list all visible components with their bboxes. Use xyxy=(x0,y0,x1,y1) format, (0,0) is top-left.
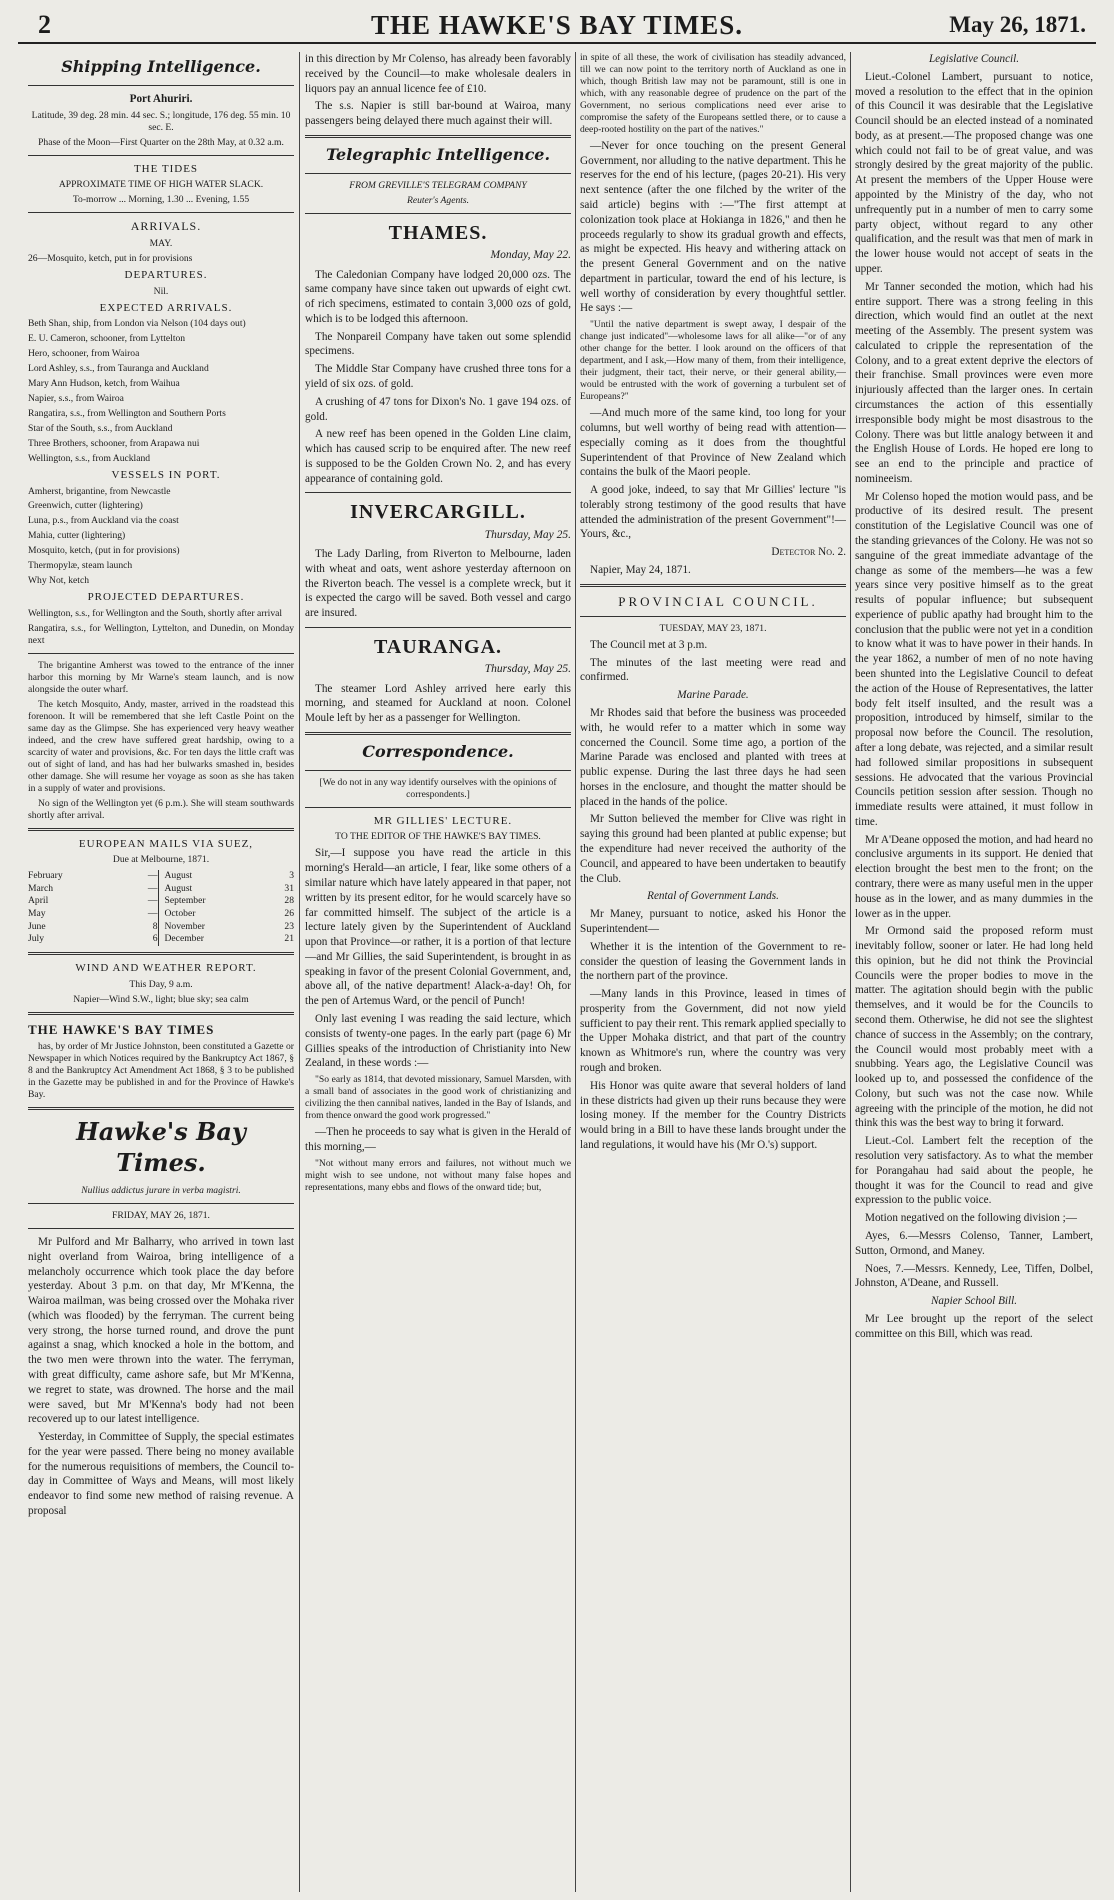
thames-heading: THAMES. xyxy=(388,221,488,244)
paragraph: A crushing of 47 tons for Dixon's No. 1 gave 194 ozs. of gold. xyxy=(305,395,571,423)
paragraph: —Many lands in this Province, leased in times of prosperity from the Government, did not now yield sufficient to pay their rent. This remark applied specially to the Upper Mohaka district, and that part of the country known as Whitmore's run, where the country was very rough and broken. xyxy=(580,988,846,1074)
weather-line: Napier—Wind S.W., light; blue sky; sea calm xyxy=(73,993,249,1005)
paragraph: No sign of the Wellington yet (6 p.m.). She will steam southwards shortly after arrival. xyxy=(28,797,294,821)
quotation: "Not without many errors and failures, not without much we might wish to see undone, not without many false hopes and representations, many ebbs and flows of the onward tide; but, xyxy=(305,1157,571,1193)
paragraph: The Caledonian Company have lodged 20,000 ozs. The same company have since taken out upwards of eight cwt. of rich specimens, estimated to contain 3,000 ozs of gold, which is to be lodged this afternoon. xyxy=(305,268,571,325)
paragraph: The s.s. Napier is still bar-bound at Wairoa, many passengers being delayed there much against their will. xyxy=(305,100,571,128)
mail-row: May — xyxy=(28,908,158,920)
column-4 xyxy=(855,52,1093,1892)
column-2 xyxy=(305,52,571,1892)
quotation: "Until the native department is swept away, I despair of the change just indicated"—wholesome laws for all alike—"or of any other change for the better. I look around on the officers of that department, and I ask,—How many of them, from their intelligence, their judgment, their tact, their nerve, or their general ability,—would be entrusted with the work of governing a turbulent set of Europeans?" xyxy=(580,319,846,403)
departures-nil: Nil. xyxy=(153,285,169,297)
issue-date: May 26, 1871. xyxy=(949,12,1086,37)
paragraph: The ketch Mosquito, Andy, master, arrived in the roadstead this forenoon. It will be remembered that she left Castle Point on the same day as the Glimpse. She has experienced very heavy weather indeed, and the crew have suffered great hardship, owing to a scarcity of water and provisions, &c. For ten days the little craft was out of sight of land, and has had her bulwarks smashed in, besides other damage. She will resume her voyage as soon as she has taken in a supply of water and provisions. xyxy=(28,698,294,794)
from-line: FROM GREVILLE'S TELEGRAM COMPANY xyxy=(349,180,527,192)
letter-heading: MR GILLIES' LECTURE. xyxy=(373,814,513,827)
rental-heading: Rental of Government Lands. xyxy=(647,890,779,903)
paragraph: A new reef has been opened in the Golden Line claim, which has caused scrip to be enquired after. The new reef is supposed to be the Golden Crown No. 2, and has every appearance of containing gold. xyxy=(305,428,571,485)
paragraph: Mr Lee brought up the report of the select committee on this Bill, which was read. xyxy=(855,1312,1093,1340)
paragraph: —Never for once touching on the present General Government, nor alluding to the native department. This he reserves for the end of his lecture, (pages 20-21). His very next sentence (after the one filched by the writer of the said article) begins with :—"The first attempt at colonization took place at Hokianga in 1826," and then he proceeds regularly to show its gradual growth and effects, as might be expected. His heavy and withering attack on the present General Government and on the native department in particular, toward the end of his lecture, is well worthy of consideration by every thoughtful settler. He says :— xyxy=(580,139,846,315)
mail-row: December 21 xyxy=(164,933,294,945)
sign-place: Napier, May 24, 1871. xyxy=(590,563,691,576)
paragraph: in this direction by Mr Colenso, has already been favorably received by the Council—to make wholesale dealers in liquors pay an annual licence fee of £10. xyxy=(305,53,571,95)
arrivals-heading: ARRIVALS. xyxy=(130,219,202,234)
mail-row: November 23 xyxy=(164,920,294,932)
arrivals-month: MAY. xyxy=(149,238,173,250)
mail-row: April — xyxy=(28,895,158,907)
legislative-heading: Legislative Council. xyxy=(928,53,1020,65)
quotation: "So early as 1814, that devoted missionary, Samuel Marsden, with a small band of associates in the good work of christianizing and civilizing the then cannibal natives, landed in the Bay of Islands, and from thence onward the good work progressed." xyxy=(305,1074,571,1122)
column-3 xyxy=(580,52,846,1892)
letter-to: TO THE EDITOR OF THE HAWKE'S BAY TIMES. xyxy=(335,831,541,843)
expected-item: Lord Ashley, s.s., from Tauranga and Auckland xyxy=(28,363,209,375)
invercargill-heading: INVERCARGILL. xyxy=(350,501,526,524)
column-1 xyxy=(28,52,294,1892)
paragraph: Sir,—I suppose you have read the article in this morning's Herald—an article, I fear, like some others of a similar nature which have lately appeared in that paper, not written by its present editor, for he would scarcely have so far committed himself. The subject of the article is a lecture lately given by the Superintendent of Auckland upon that Province—or rather, it is a portion of that lecture—and Mr Gillies, the said Superintendent, is brought in as speaking in favor of the present Colonial Government, and, above all, of the native department! Alack-a-day! Oh, for the pen of Artemus Ward, or the pencil of Punch! xyxy=(305,847,571,1008)
council-heading: PROVINCIAL COUNCIL. xyxy=(618,593,818,609)
paragraph: —Then he proceeds to say what is given in the Herald of this morning,— xyxy=(305,1126,571,1153)
vessels-heading: VESSELS IN PORT. xyxy=(111,468,221,481)
projected-item: Wellington, s.s., for Wellington and the South, shortly after arrival xyxy=(28,607,283,619)
departures-heading: DEPARTURES. xyxy=(124,269,208,282)
mail-row: June 8 xyxy=(28,920,158,932)
page-number: 2 xyxy=(38,10,51,39)
paragraph: The steamer Lord Ashley arrived here early this morning, and steamed for Auckland at noon. Colonel Moule left by her as a passenger for Wellington. xyxy=(305,682,571,725)
vessel-item: Amherst, brigantine, from Newcastle xyxy=(28,485,171,497)
paragraph: Whether it is the intention of the Government to re-consider the question of leasing the Government lands in the northern part of the province. xyxy=(580,940,846,983)
disclaimer: [We do not in any way identify ourselves with the opinions of correspondents.] xyxy=(319,776,557,800)
expected-item: Wellington, s.s., from Auckland xyxy=(28,453,151,464)
council-date: TUESDAY, MAY 23, 1871. xyxy=(659,622,767,634)
paragraph: His Honor was quite aware that several holders of land in these districts had given up their runs because they were losing money. If the member for the Country Districts would bring in a Bill to have these lands brought under the land regulations, it would have his (Mr O.'s) support. xyxy=(580,1079,846,1151)
weather-sub: This Day, 9 a.m. xyxy=(129,978,193,990)
expected-item: Napier, s.s., from Wairoa xyxy=(28,393,124,405)
vessel-item: Mahia, cutter (lightering) xyxy=(28,530,126,542)
vessel-item: Why Not, ketch xyxy=(28,575,90,587)
expected-heading: EXPECTED ARRIVALS. xyxy=(99,301,233,314)
paragraph: The Lady Darling, from Riverton to Melbourne, laden with wheat and oats, went ashore yesterday afternoon on the Riverton beach. The vessel is a complete wreck, but it is expected the cargo will be saved. Both vessel and cargo are insured. xyxy=(305,548,571,620)
paragraph: Yesterday, in Committee of Supply, the special estimates for the year were passed. There being no money available for the numerous requisitions of members, the Council to-day in Committee of Ways and Means, will most likely endeavor to find some new method of raising revenue. A proposal xyxy=(28,1431,294,1518)
vessel-item: Thermopylæ, steam launch xyxy=(28,560,133,572)
paragraph: Mr Maney, pursuant to notice, asked his Honor the Superintendent— xyxy=(580,908,846,935)
thames-date: Monday, May 22. xyxy=(490,249,571,262)
moon-phase: Phase of the Moon—First Quarter on the 28th May, at 0.32 a.m. xyxy=(38,136,284,148)
projected-item: Rangatira, s.s., for Wellington, Lyttelton, and Dunedin, on Monday next xyxy=(28,622,294,646)
vessel-item: Luna, p.s., from Auckland via the coast xyxy=(28,515,179,527)
paper-title: THE HAWKE'S BAY TIMES. xyxy=(370,10,744,40)
paragraph: Ayes, 6.—Messrs Colenso, Tanner, Lambert, Sutton, Ormond, and Maney. xyxy=(855,1229,1093,1257)
mail-row: July 6 xyxy=(28,933,158,945)
tides-heading: THE TIDES xyxy=(133,162,199,175)
expected-item: E. U. Cameron, schooner, from Lyttelton xyxy=(28,333,186,345)
arrival-item: 26—Mosquito, ketch, put in for provisions xyxy=(28,253,193,265)
paragraph: Motion negatived on the following division ;— xyxy=(865,1212,1077,1225)
paragraph: Noes, 7.—Messrs. Kennedy, Lee, Tiffen, Dolbel, Johnston, A'Deane, and Russell. xyxy=(855,1262,1093,1290)
agents-line: Reuter's Agents. xyxy=(406,195,470,206)
paragraph: Mr Ormond said the proposed reform must inevitably follow, sooner or later. He had long held this opinion, but he did not think the Provincial Councils were the proper bodies to move in the matter. The agitation should begin with the public themselves, and it would be for the Councils to second them. Otherwise, he did not see the slightest chance of success in the Assembly; on the contrary, the Council would most probably meet with a snubbing. Years ago, the Legislative Council was looked up to, and possessed the confidence of the Colony, but such was not the case now. While agreeing with the principle of the motion, he did not think this was the best way to bring it forward. xyxy=(855,925,1093,1130)
letter-signature: Detector No. 2. xyxy=(771,546,846,559)
paragraph: Mr Sutton believed the member for Clive was right in saying this ground had been planted at public expense; but the expenditure had never received the authority of the Council, and appeared to have been undertaken to beautify the Club. xyxy=(580,813,846,885)
weather-heading: WIND AND WEATHER REPORT. xyxy=(75,962,257,975)
vessel-item: Greenwich, cutter (lightering) xyxy=(28,500,143,512)
notice-title: THE HAWKE'S BAY TIMES xyxy=(28,1021,215,1037)
mail-row: February — xyxy=(28,870,158,882)
expected-item: Hero, schooner, from Wairoa xyxy=(28,348,140,360)
telegraphic-title: Telegraphic Intelligence. xyxy=(325,144,551,164)
paragraph: The Middle Star Company have crushed three tons for a yield of six ozs. of gold. xyxy=(305,363,571,391)
paragraph: Mr Tanner seconded the motion, which had his entire support. There was a strong feeling in this direction, which would find an outlet at the next meeting of the Assembly. The present system was calculated to cripple the representation of the Colony, and to a great extent deprive the electors of their franchise. Small provinces were even more injuriously affected than the larger ones. In certain circumstances the action of this essentially irresponsible body might be most disastrous to the Colony. There was but little analogy between it and the English House of Lords. He hoped ere long to see an end to the principle and practice of nomineeism. xyxy=(855,280,1093,485)
paragraph: The minutes of the last meeting were read and confirmed. xyxy=(580,656,846,684)
column-rule xyxy=(299,52,300,1892)
tauranga-date: Thursday, May 25. xyxy=(484,663,571,676)
masthead xyxy=(18,6,1096,44)
paragraph: Lieut.-Colonel Lambert, pursuant to notice, moved a resolution to the effect that in the opinion of this Council it was desirable that the Legislative Council should be an elected instead of a nominated body, as at present.—The proposed change was one which could not fail to be of great value, and was strongly desired by the great majority of the public. At present the members of the Upper House were appointed by the Ministry of the day, who not unfrequently put in a number of men to carry some party object, without regard to any other qualification, and the result was that men of mark in the lower house would not accept of seats in the upper. xyxy=(855,70,1093,275)
column-rule xyxy=(850,52,851,1892)
correspondence-title: Correspondence. xyxy=(362,741,514,761)
tides-sub: APPROXIMATE TIME OF HIGH WATER SLACK. xyxy=(58,179,264,191)
tauranga-heading: TAURANGA. xyxy=(373,635,503,658)
paragraph: Mr Colenso hoped the motion would pass, and be productive of its desired result. The present constitution of the Legislative Council was one of the standing grievances of the Colony. He was not so sanguine of the great immediate advantage of the change as some of the members—he was a few years since very positive himself as to the great results of popular influence; but subsequent experience of public apathy had brought him to the conclusion that the public were not yet in a condition to know what it was to have power in their hands. In the year 1862, a number of men of no note having been shunted into the Legislative Council to defeat the action of the House of Representatives, the latter body felt itself insulted, and the result was a proposition, introduced by himself, similar to the proposal now before the Council. The resolution, after a long debate, was rejected, and a similar result had followed similar propositions in subsequent sessions. He advocated that the various Provincial Councils petition session after session. Though no immediate results were attained, it must follow in time. xyxy=(855,490,1093,828)
paragraph: The Council met at 3 p.m. xyxy=(590,638,708,651)
port-name: Port Ahuriri. xyxy=(129,93,193,106)
projected-heading: PROJECTED DEPARTURES. xyxy=(87,591,245,604)
mail-row: October 26 xyxy=(164,908,294,920)
paragraph: Only last evening I was reading the said lecture, which consists of twenty-one pages. In the early part (page 6) Mr Gillies speaks of the introduction of Christianity into New Zealand, in these words :— xyxy=(305,1013,571,1070)
paragraph: A good joke, indeed, to say that Mr Gillies' lecture "is tolerably strong testimony of the good results that have attended the administration of the present Government"!—Yours, &c., xyxy=(580,484,846,541)
expected-item: Mary Ann Hudson, ketch, from Waihua xyxy=(28,378,180,390)
expected-item: Beth Shan, ship, from London via Nelson (104 days out) xyxy=(28,318,246,330)
mails-heading: EUROPEAN MAILS VIA SUEZ, xyxy=(78,837,254,850)
mail-row: March — xyxy=(28,882,158,894)
edition-date: FRIDAY, MAY 26, 1871. xyxy=(112,1209,210,1221)
expected-item: Rangatira, s.s., from Wellington and Southern Ports xyxy=(28,408,226,420)
tides-line: To-morrow ... Morning, 1.30 ... Evening, 1.55 xyxy=(72,194,250,206)
paragraph: Mr A'Deane opposed the motion, and had heard no conclusive arguments in its support. He denied that election brought the best men to the front; on the contrary, there were as many useful men in the upper house as in the lower, and as many dummies in the lower as in the upper. xyxy=(855,833,1093,920)
notice-text: has, by order of Mr Justice Johnston, been constituted a Gazette or Newspaper in which Notices required by the Bankruptcy Act 1867, § 8 and the Bankruptcy Act Amendment Act 1868, § 3 to be published in the Gazette may be published in and for the Province of Hawke's Bay. xyxy=(28,1040,294,1100)
quotation: in spite of all these, the work of civilisation has steadily advanced, till we can now point to the territory north of Auckland as one in which, though British law may not be paramount, still is one in which, with any reasonable degree of prudence on the part of the Government, no serious complications need ever arise to compromise the safety of the Europeans settled there, or to cause a deep-rooted hostility on the part of the natives." xyxy=(580,52,846,135)
expected-item: Star of the South, s.s., from Auckland xyxy=(28,423,173,435)
latitude: Latitude, 39 deg. 28 min. 44 sec. S.; longitude, 176 deg. 55 min. 10 sec. E. xyxy=(31,109,291,133)
mail-row: September 28 xyxy=(164,895,294,907)
invercargill-date: Thursday, May 25. xyxy=(484,528,571,541)
paragraph: —And much more of the same kind, too long for your columns, but well worthy of being read with attention—especially coming as it does from the thoughtful Superintendent of that Province of New Zealand which contains the bulk of the Maori people. xyxy=(580,407,846,479)
motto: Nullius addictus jurare in verba magistri. xyxy=(81,1185,241,1196)
shipping-title: Shipping Intelligence. xyxy=(61,57,261,76)
mails-sub: Due at Melbourne, 1871. xyxy=(112,854,210,866)
mail-row: August 31 xyxy=(164,882,294,894)
mail-row: August 3 xyxy=(164,870,294,882)
paragraph: The Nonpareil Company have taken out some splendid specimens. xyxy=(305,330,571,358)
vessel-item: Mosquito, ketch, (put in for provisions) xyxy=(28,545,180,557)
mails-table xyxy=(28,870,294,946)
blackletter-title: Hawke's Bay Times. xyxy=(76,1116,246,1178)
marine-heading: Marine Parade. xyxy=(677,689,749,702)
paragraph: Lieut.-Col. Lambert felt the reception of the resolution very satisfactory. As to what the member for Porangahau had said about the people, he thought it was for the Council to read and give expression to the public voice. xyxy=(855,1135,1093,1207)
expected-item: Three Brothers, schooner, from Arapawa nui xyxy=(28,438,200,450)
paragraph: The brigantine Amherst was towed to the entrance of the inner harbor this morning by Mr Warne's steam launch, and is now alongside the outer wharf. xyxy=(28,659,294,695)
school-heading: Napier School Bill. xyxy=(930,1295,1018,1308)
paragraph: Mr Rhodes said that before the business was proceeded with, he would refer to a matter which in some way concerned the Council. Some time ago, a portion of the Marine Parade was enclosed and planted with trees at public expense. During the last three days he had seen horses in the enclosure, and thought the matter should be placed in the hands of the police. xyxy=(580,707,846,808)
paragraph: Mr Pulford and Mr Balharry, who arrived in town last night overland from Wairoa, bring intelligence of a melancholy occurrence which took place the day before yesterday. About 3 p.m. on that day, Mr M'Kenna, the Wairoa mailman, was being crossed over the Mohaka river (which was flooded) by the ferryman. The current being very strong, the horse turned round, and drove the punt against a snag, which knocked a hole in the bottom, and the two men were thrown into the water. The ferryman, with great difficulty, came ashore safe, but Mr M'Kenna, we regret to state, was drowned. The horse and the mail were saved, but Mr M'Kenna's body had not been recovered up to our latest intelligence. xyxy=(28,1235,294,1426)
column-rule xyxy=(575,52,576,1892)
